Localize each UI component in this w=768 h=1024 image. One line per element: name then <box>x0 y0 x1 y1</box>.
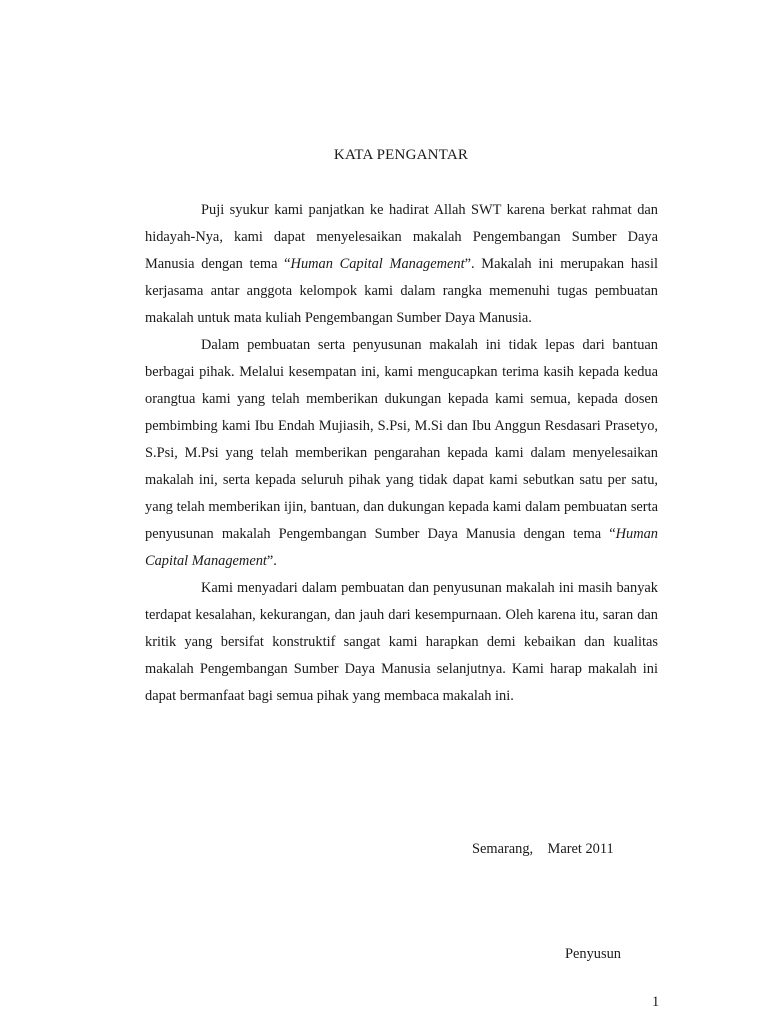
page-title: KATA PENGANTAR <box>333 147 469 163</box>
paragraph-2-text-end: ”. <box>266 553 277 569</box>
paragraph-3 <box>145 575 658 710</box>
body-text <box>145 197 658 710</box>
paragraph-2-text: Dalam pembuatan serta penyusunan makalah ini tidak lepas dari bantuan berbagai pihak. Melalui kesempatan ini, kami mengucapkan terima kasih kepada kedua orangtua kami yang telah memberikan dukungan kepada kami semua, kepada dosen pembimbing kami Ibu Endah Mujiasih, S.Psi, M.Si dan Ibu Anggun Resdasari Prasetyo, S.Psi, M.Psi yang telah memberikan pengarahan kepada kami dalam menyelesaikan makalah ini, serta kepada seluruh pihak yang tidak dapat kami sebutkan satu per satu, yang telah memberikan ijin, bantuan, dan dukungan kepada kami dalam pembuatan serta penyusunan makalah Pengembangan Sumber Daya Manusia dengan tema “ <box>145 337 658 542</box>
paragraph-1-emphasis: Human Capital Management <box>290 256 465 272</box>
paragraph-2-emphasis: Human Capital Management <box>145 526 658 569</box>
signature-place-date: Semarang, Maret 2011 <box>472 841 614 857</box>
paragraph-1-text: Puji syukur kami panjatkan ke hadirat Allah SWT karena berkat rahmat dan hidayah-Nya, kami dapat menyelesaikan makalah Pengembangan Sumber Daya Manusia dengan tema “ <box>145 202 658 272</box>
paragraph-2 <box>145 332 658 575</box>
paragraph-1 <box>145 197 658 332</box>
paragraph-1-text-end: ”. Makalah ini merupakan hasil kerjasama antar anggota kelompok kami dalam rangka memenuhi tugas pembuatan makalah untuk mata kuliah Pengembangan Sumber Daya Manusia. <box>145 256 658 326</box>
paragraph-3-text: Kami menyadari dalam pembuatan dan penyusunan makalah ini masih banyak terdapat kesalahan, kekurangan, dan jauh dari kesempurnaan. Oleh karena itu, saran dan kritik yang bersifat konstruktif sangat kami harapkan demi kebaikan dan kualitas makalah Pengembangan Sumber Daya Manusia selanjutnya. Kami harap makalah ini dapat bermanfaat bagi semua pihak yang membaca makalah ini. <box>145 580 658 704</box>
page-number: 1 <box>652 994 660 1010</box>
signature-author: Penyusun <box>565 946 621 962</box>
